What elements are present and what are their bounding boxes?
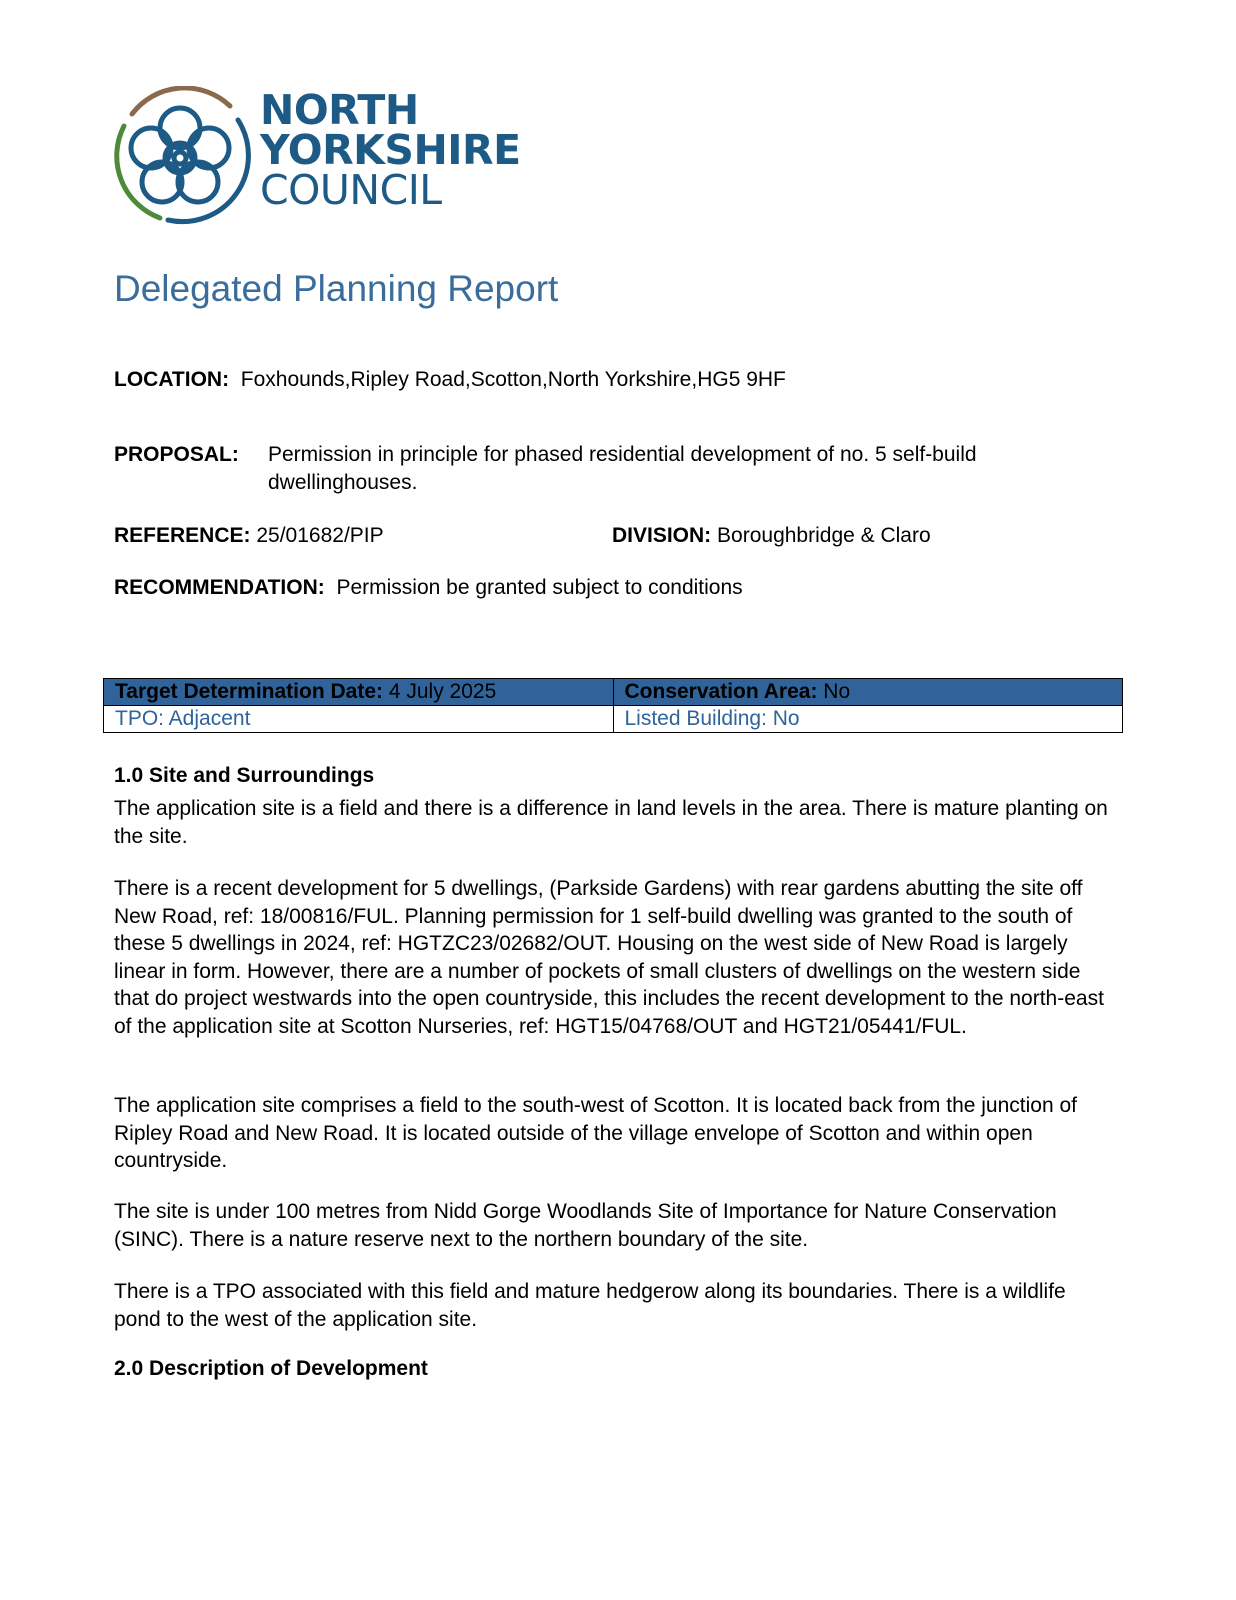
paragraph: The site is under 100 metres from Nidd Gorge Woodlands Site of Importance for Nature Conservation (SINC). There is a nature reserve next to the northern boundary of the site.: [114, 1200, 1057, 1251]
proposal-field: [114, 441, 239, 469]
conservation-value: No: [823, 680, 851, 703]
council-logo: [112, 86, 532, 226]
recommendation-value: Permission be granted subject to conditions: [336, 576, 743, 599]
recommendation-label: RECOMMENDATION:: [114, 576, 325, 599]
paragraph: There is a TPO associated with this field and mature hedgerow along its boundaries. There is a wildlife pond to the west of the application site.: [114, 1280, 1066, 1331]
logo-line-north: NORTH: [260, 86, 419, 134]
conservation-label: Conservation Area:: [624, 680, 818, 703]
listed-building-cell: Listed Building: No: [613, 706, 1123, 733]
proposal-label: PROPOSAL:: [114, 443, 239, 466]
paragraph: There is a recent development for 5 dwellings, (Parkside Gardens) with rear gardens abutting the site off New Road, ref: 18/00816/FUL. Planning permission for 1 self-build dwelling was granted to the south of these 5 dwellings in 2024, ref: HGTZC23/02682/OUT. Housing on the west side of New Road is largely linear in form. However, there are a number of pockets of small clusters of dwellings on the western side that do project westwards into the open countryside, this includes the recent development to the north-east of the application site at Scotton Nurseries, ref: HGT15/04768/OUT and HGT21/05441/FUL.: [114, 877, 1104, 1038]
location-value: Foxhounds,Ripley Road,Scotton,North Yorkshire,HG5 9HF: [240, 368, 786, 391]
logo-line-council: COUNCIL: [260, 166, 442, 214]
paragraph: The application site comprises a field to the south-west of Scotton. It is located back from the junction of Ripley Road and New Road. It is located outside of the village envelope of Scotton and within open countryside.: [114, 1094, 1077, 1172]
proposal-value: Permission in principle for phased residential development of no. 5 self-build dwellinghouses.: [268, 443, 977, 494]
target-date-cell: [104, 679, 614, 706]
logo-line-yorkshire: YORKSHIRE: [260, 126, 521, 174]
reference-value: 25/01682/PIP: [256, 524, 384, 547]
division-label: DIVISION:: [612, 524, 712, 547]
section-2-heading: 2.0 Description of Development: [114, 1357, 428, 1380]
paragraph: The application site is a field and there is a difference in land levels in the area. There is mature planting on the site.: [114, 797, 1108, 848]
target-date-value: 4 July 2025: [388, 680, 497, 703]
page-title: Delegated Planning Report: [114, 268, 559, 309]
location-field: [114, 366, 786, 394]
reference-label: REFERENCE:: [114, 524, 251, 547]
division-value: Boroughbridge & Claro: [717, 524, 931, 547]
target-date-label: Target Determination Date:: [115, 680, 383, 703]
info-table: [103, 678, 1123, 733]
table-row: [104, 706, 1123, 733]
location-label: LOCATION:: [114, 368, 230, 391]
table-row: [104, 679, 1123, 706]
division-field: [612, 522, 931, 550]
rose-emblem-icon: [112, 86, 252, 226]
tpo-cell: TPO: Adjacent: [104, 706, 614, 733]
logo-wordmark: [260, 86, 521, 214]
recommendation-field: [114, 574, 743, 602]
conservation-cell: [613, 679, 1123, 706]
section-1-heading: 1.0 Site and Surroundings: [114, 764, 375, 787]
reference-field: [114, 522, 384, 550]
